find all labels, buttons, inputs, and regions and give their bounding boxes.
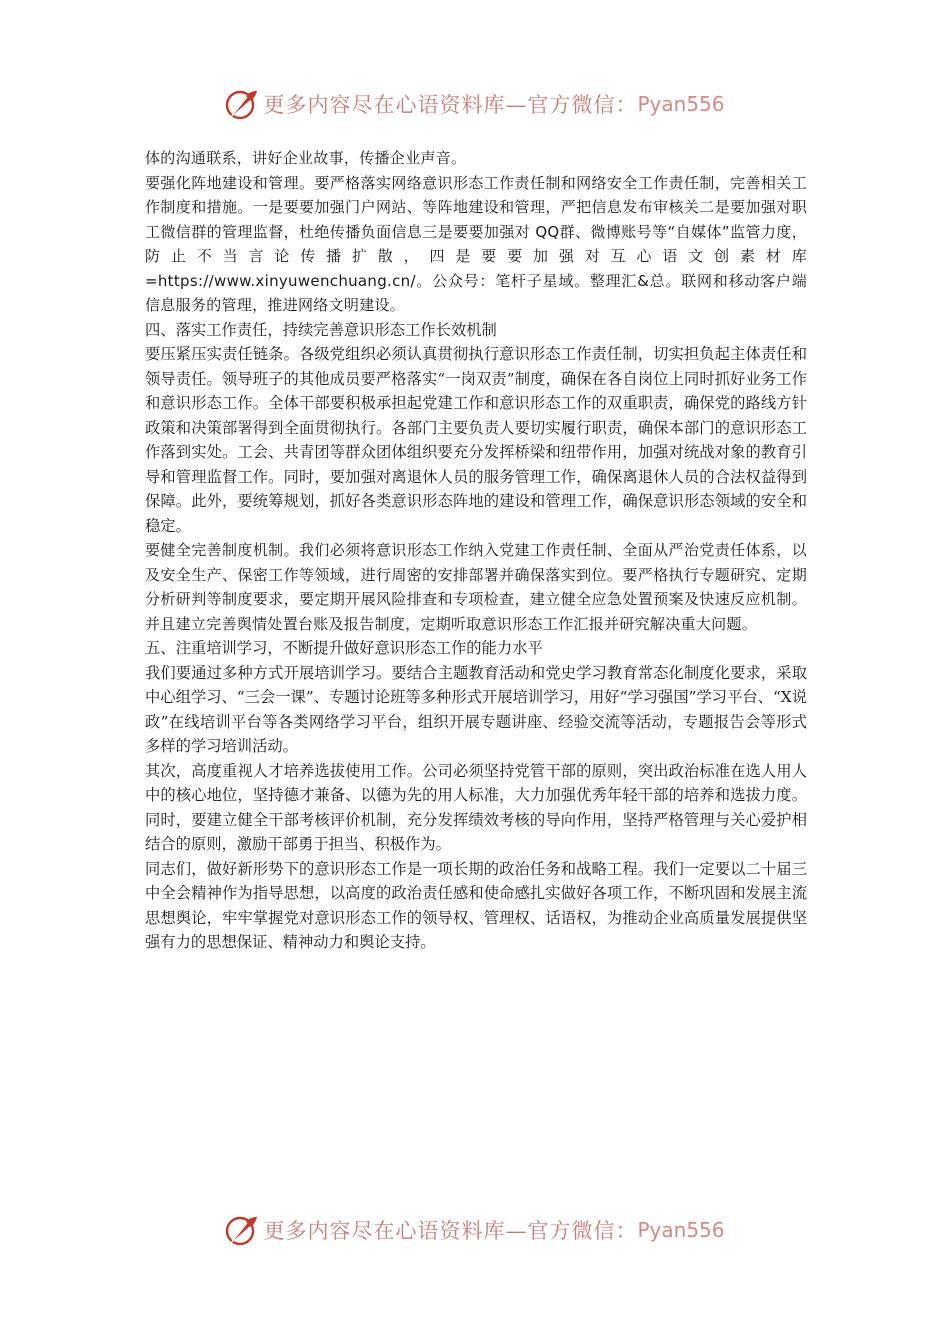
footer-banner — [0, 1210, 950, 1250]
paragraph-position-construction: 要强化阵地建设和管理。要严格落实网络意识形态工作责任制和网络安全工作责任制，完善相关工作制度和措施。一是要要加强门户网站、等阵地建设和管理，严把信息发布审核关二是要加强对职工微信群的管理监督，杜绝传播负面信息三是要要加强对 QQ群、微博账号等“自媒体”监管力度，防止不当言论传播扩散，四是要要加强对互心语文创素材库=https://www.xinyuwenchuang.cn/。公众号：笔杆子星域。整理汇&总。联网和移动客户端信息服务的管理，推进网络文明建设。 — [145, 173, 807, 314]
document-body — [145, 146, 807, 955]
banner-text: 更多内容尽在心语资料库—官方微信： — [263, 93, 638, 117]
paragraph-responsibility-chain: 要压紧压实责任链条。各级党组织必须认真贯彻执行意识形态工作责任制，切实担负起主体责任和领导责任。领导班子的其他成员要严格落实“一岗双责”制度，确保在各自岗位上同时抓好业务工作和意识形态工作。全体干部要积极承担起党建工作和意识形态工作的双重职责，确保党的路线方针政策和决策部署得到全面贯彻执行。各部门主要负责人要切实履行职责，确保本部门的意识形态工作落到实处。工会、共青团等群众团体组织要充分发挥桥梁和纽带作用，加强对统战对象的教育引导和管理监督工作。同时，要加强对离退休人员的服务管理工作，确保离退休人员的合法权益得到保障。此外，要统筹规划，抓好各类意识形态阵地的建设和管理工作，确保意识形态领域的安全和稳定。 — [145, 345, 807, 535]
header-banner — [0, 84, 950, 124]
paragraph-continuation: 体的沟通联系，讲好企业故事，传播企业声音。 — [145, 149, 467, 167]
section-heading-4: 四、落实工作责任，持续完善意识形态工作长效机制 — [145, 320, 497, 339]
paragraph-talent: 其次，高度重视人才培养选拔使用工作。公司必须坚持党管干部的原则，突出政治标准在选人用人中的核心地位，坚持德才兼备、以德为先的用人标准，大力加强优秀年轻干部的培养和选拔力度。同时，要建立健全干部考核评价机制，充分发挥绩效考核的导向作用，坚持严格管理与关心爱护相结合的原则，激励干部勇于担当、积极作为。 — [145, 761, 807, 853]
section-heading-5: 五、注重培训学习，不断提升做好意识形态工作的能力水平 — [145, 639, 543, 657]
banner-text: 更多内容尽在心语资料库—官方微信： — [263, 1219, 638, 1243]
paragraph-conclusion: 同志们，做好新形势下的意识形态工作是一项长期的政治任务和战略工程。我们一定要以二十届三中全会精神作为指导思想，以高度的政治责任感和使命感扎实做好各项工作，不断巩固和发展主流思想舆论，牢牢掌握党对意识形态工作的领导权、管理权、话语权，为推动企业高质量发展提供坚强有力的思想保证、精神动力和舆论支持。 — [145, 859, 807, 951]
paragraph-training: 我们要通过多种方式开展培训学习。要结合主题教育活动和党史学习教育常态化制度化要求，采取中心组学习、“三会一课”、专题讨论班等多种形式开展培训学习，用好“学习强国”学习平台、“X说政”在线培训平台等各类网络学习平台，组织开展专题讲座、经验交流等活动，专题报告会等形式多样的学习培训活动。 — [145, 663, 807, 755]
paragraph-institutional-mechanism: 要健全完善制度机制。我们必须将意识形态工作纳入党建工作责任制、全面从严治党责任体系，以及安全生产、保密工作等领域，进行周密的安排部署并确保落实到位。要严格执行专题研究、定期分析研判等制度要求，要定期开展风险排查和专项检查，建立健全应急处置预案及快速反应机制。并且建立完善舆情处置台账及报告制度，定期听取意识形态工作汇报并研究解决重大问题。 — [145, 541, 807, 633]
wechat-id: Pyan556 — [637, 1218, 725, 1242]
wechat-id: Pyan556 — [637, 92, 725, 116]
quill-pen-logo-icon — [225, 87, 259, 121]
quill-pen-logo-icon — [225, 1213, 259, 1247]
